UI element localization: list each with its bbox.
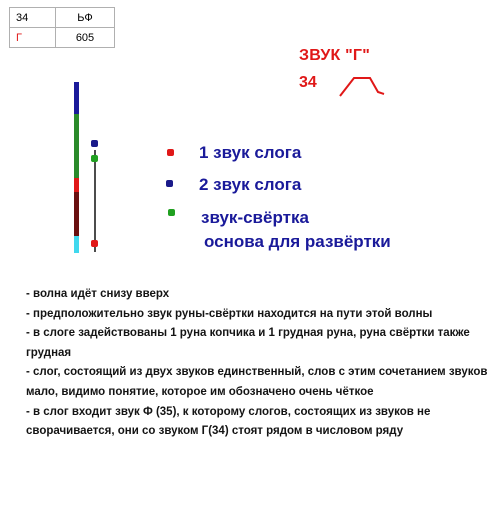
note-line: - предположительно звук руны-свёртки находится на пути этой волны [26,307,433,320]
bar-segment-blue [74,82,79,114]
bar-segment-darkred [74,192,79,236]
bar-segment-red [74,178,79,192]
table-row [10,28,115,48]
note-line: - волна идёт снизу вверх [26,288,170,300]
dot-blue-icon [91,140,98,147]
note-line: - в слоге задействованы 1 руна копчика и 1 грудная руна, руна свёртки также грудная [26,327,470,359]
rune-glyph-icon [338,74,386,100]
legend-green-dot-icon [168,209,175,216]
sound-title: ЗВУК "Г" [299,47,370,64]
table-row [10,8,115,28]
sound-number: 34 [299,74,317,91]
bar-segment-cyan [74,236,79,253]
legend-fold-sound: звук-свёртка [201,208,309,227]
legend-fold-basis: основа для развёртки [204,232,391,251]
info-table [9,7,115,48]
table-cell-number: 34 [10,8,56,28]
legend-red-dot-icon [167,149,174,156]
bar-segment-green [74,114,79,178]
legend-second-sound: 2 звук слога [199,175,302,194]
legend-first-sound: 1 звук слога [199,143,302,162]
table-cell-letter: Г [10,28,56,48]
table-cell-value: 605 [56,28,115,48]
notes-block [26,285,498,442]
legend-blue-dot-icon [166,180,173,187]
dot-green-icon [91,155,98,162]
note-line: - слог, состоящий из двух звуков единственный, слов с этим сочетанием звуков мало, видимо понятие, которое им обозначено очень чёткое [26,366,488,398]
note-line: - в слог входит звук Ф (35), к которому слогов, состоящих из звуков не сворачивается, они со звуком Г(34) стоят рядом в числовом ряду [26,405,431,438]
wave-diagram [66,80,106,255]
table-cell-letters: ЬФ [56,8,115,28]
dot-red-icon [91,240,98,247]
